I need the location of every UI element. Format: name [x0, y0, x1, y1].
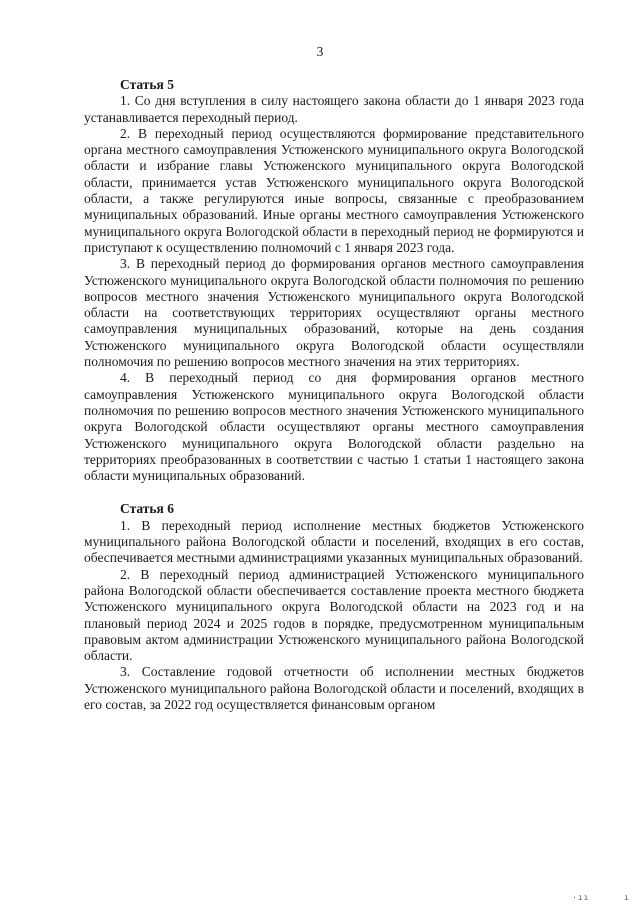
article-6-heading: Статья 6	[120, 501, 174, 517]
article-6-paragraph-2: 2. В переходный период администрацией Устюженского муниципального района Вологодской области обеспечивается составление проекта местного бюджета Устюженского муниципального округа Вологодской области на 2023 год и на плановый период 2024 и 2025 годов в порядке, предусмотренном муниципальным правовым актом администрации Устюженского муниципального района Вологодской области.	[84, 566, 584, 664]
article-5-paragraph-4: 4. В переходный период со дня формирования органов местного самоуправления Устюженского муниципального округа Вологодской области полномочия по решению вопросов местного значения Устюженского муниципального округа Вологодской области осуществляют органы местного самоуправления Устюженского муниципального округа Вологодской области раздельно на территориях преобразованных в соответствии с частью 1 статьи 1 настоящего закона области муниципальных образований.	[84, 370, 584, 484]
article-5-paragraph-2: 2. В переходный период осуществляются формирование представительного органа местного самоуправления Устюженского муниципального округа Вологодской области и избрание главы Устюженского муниципального округа Вологодской области, принимается устав Устюженского муниципального округа Вологодской области, а также регулируются иные вопросы, связанные с преобразованием муниципальных образований. Иные органы местного самоуправления Устюженского муниципального округа Вологодской области в переходный период не формируются и приступают к осуществлению полномочий с 1 января 2023 года.	[84, 125, 584, 255]
article-6-paragraph-3: 3. Составление годовой отчетности об исполнении местных бюджетов Устюженского муниципального района Вологодской области и поселений, входящих в его состав, за 2022 год осуществляется финансовым органом	[84, 664, 584, 712]
document-body	[84, 77, 584, 713]
article-5-paragraph-3: 3. В переходный период до формирования органов местного самоуправления Устюженского муниципального округа Вологодской области полномочия по решению вопросов местного значения Устюженского муниципального округа Вологодской области на соответствующих территориях осуществляют органы местного самоуправления муниципальных образований, которые на день создания Устюженского муниципального округа Вологодской области осуществляли полномочия по решению вопросов местного значения на этих территориях.	[84, 256, 584, 370]
article-6-paragraph-1: 1. В переходный период исполнение местных бюджетов Устюженского муниципального района Вологодской области и поселений, входящих в его состав, обеспечивается местными администрациями указанных муниципальных образований.	[84, 517, 584, 566]
scan-mark-left: ·ıı	[572, 893, 590, 902]
article-5	[84, 77, 584, 484]
scan-mark-right: ı	[624, 893, 630, 902]
article-5-paragraph-1: 1. Со дня вступления в силу настоящего закона области до 1 января 2023 года устанавливается переходный период.	[84, 93, 584, 125]
page-number: 3	[316, 44, 324, 59]
article-5-heading: Статья 5	[120, 77, 174, 92]
article-6	[84, 501, 584, 713]
